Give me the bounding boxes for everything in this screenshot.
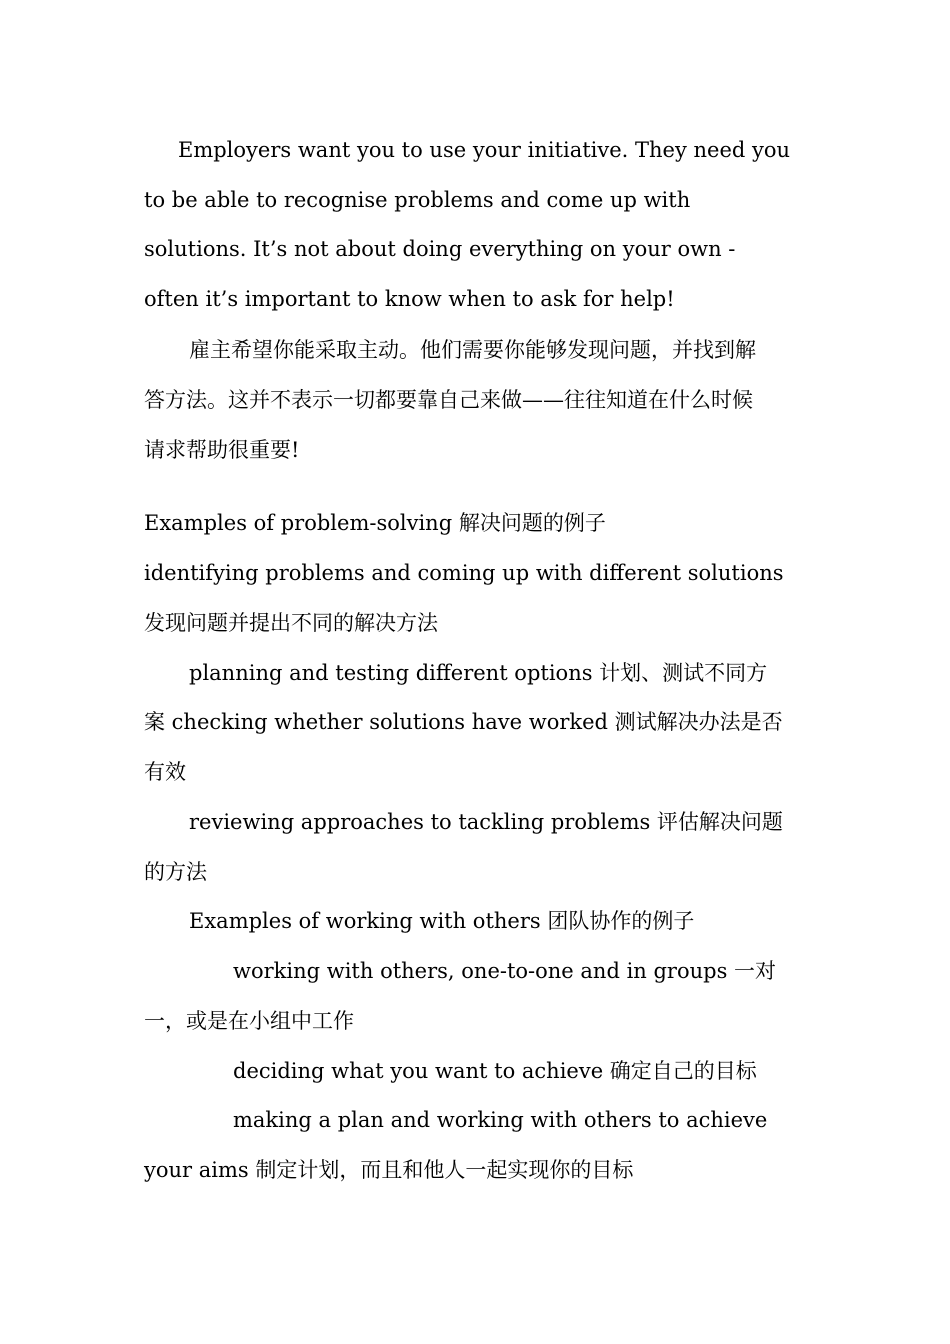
- problem-solving-heading: Examples of problem-solving 解决问题的例子: [144, 511, 606, 535]
- intro-en-line-3: solutions. It’s not about doing everything on your own -: [144, 237, 736, 261]
- working-with-others-item-3-cont: your aims 制定计划，而且和他人一起实现你的目标: [144, 1158, 634, 1182]
- working-with-others-item-1-cont: 一，或是在小组中工作: [144, 1009, 354, 1033]
- working-with-others-item-1: working with others, one-to-one and in groups 一对: [233, 959, 777, 983]
- problem-solving-item-4: reviewing approaches to tackling problems 评估解决问题: [189, 810, 783, 834]
- working-with-others-heading: Examples of working with others 团队协作的例子: [189, 909, 695, 933]
- problem-solving-item-2: planning and testing different options 计划、测试不同方: [189, 661, 768, 685]
- problem-solving-item-1: identifying problems and coming up with different solutions: [144, 561, 784, 585]
- working-with-others-item-3: making a plan and working with others to achieve: [233, 1108, 768, 1132]
- working-with-others-item-2: deciding what you want to achieve 确定自己的目标: [233, 1059, 757, 1083]
- intro-en-line-2: to be able to recognise problems and come up with: [144, 188, 691, 212]
- intro-en-line-4: often it’s important to know when to ask for help!: [144, 287, 675, 311]
- problem-solving-item-3: 案 checking whether solutions have worked 测试解决办法是否: [144, 710, 783, 734]
- problem-solving-item-1-zh: 发现问题并提出不同的解决方法: [144, 611, 438, 635]
- intro-en-line-1: Employers want you to use your initiative. They need you: [178, 138, 791, 162]
- problem-solving-item-3-cont: 有效: [144, 760, 186, 784]
- problem-solving-item-4-cont: 的方法: [144, 860, 207, 884]
- intro-zh-line-3: 请求帮助很重要!: [144, 438, 300, 462]
- intro-zh-line-1: 雇主希望你能采取主动。他们需要你能够发现问题，并找到解: [189, 338, 756, 362]
- intro-zh-line-2: 答方法。这并不表示一切都要靠自己来做——往往知道在什么时候: [144, 388, 753, 412]
